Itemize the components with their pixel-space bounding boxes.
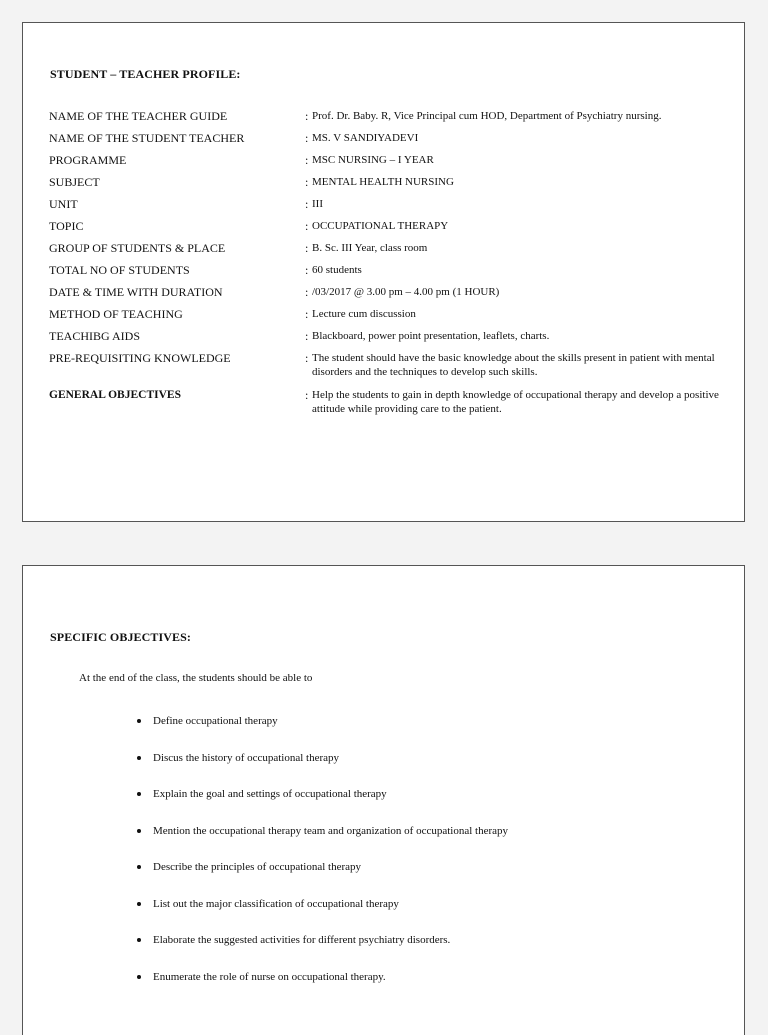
bullet-icon (137, 975, 141, 979)
objective-text: Mention the occupational therapy team and organization of occupational therapy (153, 824, 509, 837)
bullet-icon (137, 756, 141, 760)
profile-row-label: SUBJECT (49, 175, 100, 189)
profile-row-label: METHOD OF TEACHING (49, 307, 183, 321)
bullet-icon (137, 865, 141, 869)
profile-row-value: MSC NURSING – I YEAR (312, 154, 434, 166)
objectives-intro: At the end of the class, the students should be able to (79, 672, 313, 684)
bullet-icon (137, 719, 141, 723)
profile-row-value: Prof. Dr. Baby. R, Vice Principal cum HOD, Department of Psychiatry nursing. (312, 110, 662, 122)
profile-row-colon: : (305, 388, 309, 402)
profile-row-value: MENTAL HEALTH NURSING (312, 176, 454, 188)
profile-row-colon: : (305, 175, 309, 189)
profile-row-label: NAME OF THE TEACHER GUIDE (49, 109, 228, 123)
objective-item (135, 860, 508, 897)
profile-row-label: UNIT (49, 197, 78, 211)
objectives-list (135, 714, 508, 1006)
objective-text: List out the major classification of occupational therapy (153, 897, 399, 910)
profile-row-value: /03/2017 @ 3.00 pm – 4.00 pm (1 HOUR) (312, 286, 500, 298)
profile-row-colon: : (305, 153, 309, 167)
objective-item (135, 824, 508, 861)
profile-row-value: B. Sc. III Year, class room (312, 242, 428, 254)
profile-row-label: NAME OF THE STUDENT TEACHER (49, 131, 245, 145)
profile-row-value: The student should have the basic knowledge about the skills present in patient with mental disorders and the techniques to develop such skills. (312, 352, 715, 378)
objective-item (135, 751, 508, 788)
bullet-icon (137, 902, 141, 906)
objective-text: Explain the goal and settings of occupational therapy (153, 788, 387, 800)
objective-item (135, 787, 508, 824)
objective-item (135, 970, 508, 1007)
profile-row-colon: : (305, 219, 309, 233)
profile-row-label: GENERAL OBJECTIVES (49, 389, 181, 401)
profile-row-colon: : (305, 109, 309, 123)
bullet-icon (137, 792, 141, 796)
profile-row-colon: : (305, 197, 309, 211)
profile-row-label: PRE-REQUISITING KNOWLEDGE (49, 351, 231, 365)
profile-row-value: Help the students to gain in depth knowledge of occupational therapy and develop a positive attitude while providing care to the patient. (312, 389, 719, 415)
objective-text: Define occupational therapy (153, 715, 278, 727)
bullet-icon (137, 829, 141, 833)
profile-heading: STUDENT – TEACHER PROFILE: (50, 67, 241, 81)
objective-text: Discus the history of occupational therapy (153, 751, 340, 764)
profile-row-colon: : (305, 241, 309, 255)
profile-row-value: Blackboard, power point presentation, leaflets, charts. (312, 330, 550, 342)
objective-text: Describe the principles of occupational therapy (153, 861, 362, 873)
profile-row-colon: : (305, 329, 309, 343)
profile-row-colon: : (305, 351, 309, 365)
profile-row-label: TEACHIBG AIDS (49, 329, 141, 343)
document-page-2 (22, 565, 745, 1035)
objective-item (135, 897, 508, 934)
profile-row-value: OCCUPATIONAL THERAPY (312, 220, 449, 232)
profile-row-value: III (312, 198, 323, 210)
profile-row-label: TOPIC (49, 219, 84, 233)
objective-text: Elaborate the suggested activities for different psychiatry disorders. (153, 934, 451, 946)
specific-objectives-heading: SPECIFIC OBJECTIVES: (50, 630, 192, 644)
profile-row-label: TOTAL NO OF STUDENTS (49, 263, 190, 277)
objective-item (135, 933, 508, 970)
profile-row-value: 60 students (312, 264, 362, 276)
profile-row-label: GROUP OF STUDENTS & PLACE (49, 241, 226, 255)
profile-row-label: PROGRAMME (49, 153, 127, 167)
profile-row-value: MS. V SANDIYADEVI (312, 132, 419, 144)
bullet-icon (137, 938, 141, 942)
profile-row-colon: : (305, 263, 309, 277)
objective-text: Enumerate the role of nurse on occupational therapy. (153, 970, 386, 983)
profile-row-colon: : (305, 307, 309, 321)
profile-row-value: Lecture cum discussion (312, 308, 416, 320)
profile-row-colon: : (305, 285, 309, 299)
profile-row-colon: : (305, 131, 309, 145)
document-page-1 (22, 22, 745, 522)
objective-item (135, 714, 508, 751)
profile-row-label: DATE & TIME WITH DURATION (49, 285, 223, 299)
